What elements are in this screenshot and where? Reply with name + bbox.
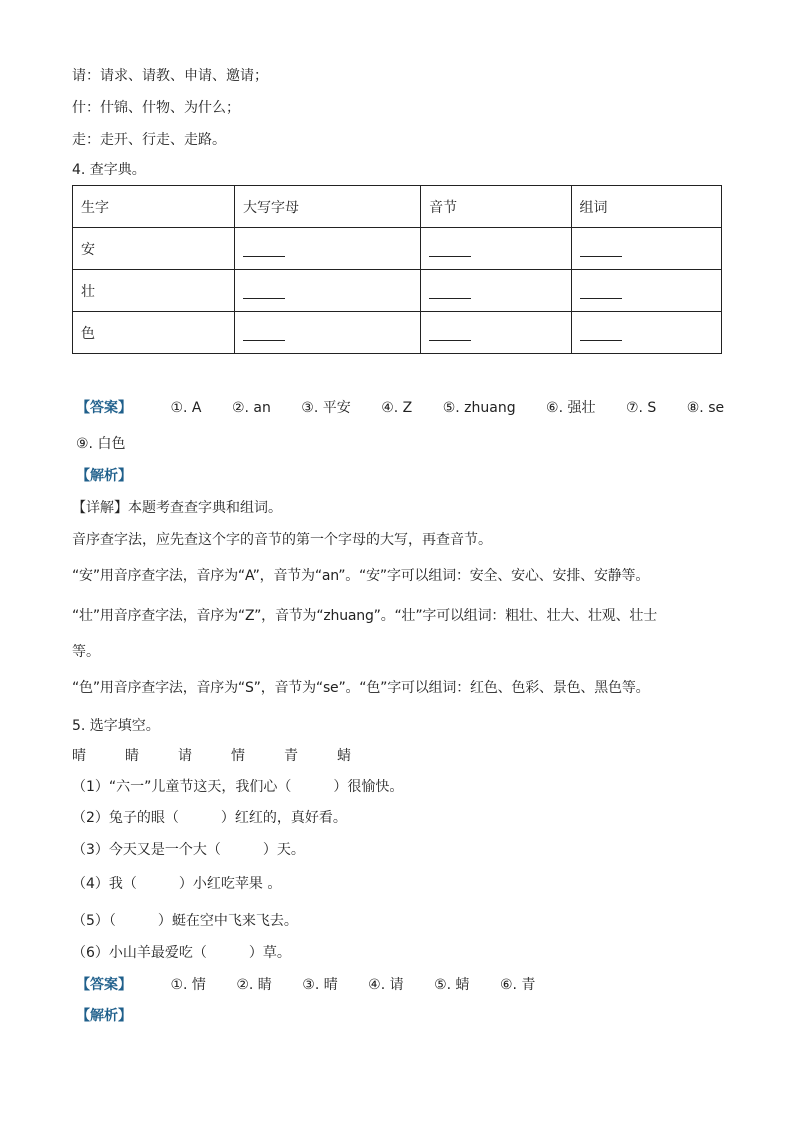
answer-blank [580,242,622,257]
answer-option: ④. Z [381,400,413,416]
intro-line-2: 什：什锦、什物、为什么； [72,100,240,116]
detail-paragraph-1: 音序查字法，应先查这个字的音节的第一个字母的大写，再查音节。 [72,532,492,548]
fill-item-5: （5）（ ）蜓在空中飞来飞去。 [72,913,298,929]
choice-row [72,746,390,766]
header-cell: 大写字母 [235,186,421,228]
choice-char: 青 [284,748,298,764]
detail-paragraph-4: “色”用音序查字法，音序为“S”，音节为“se”。“色”字可以组词：红色、色彩、景色、黑色等。 [72,680,650,696]
blank-cell [571,228,721,270]
char-cell: 安 [73,228,235,270]
analysis-label: 【解析】 [76,1008,132,1024]
char-cell: 色 [73,312,235,354]
header-cell: 生字 [73,186,235,228]
detail-paragraph-2: “安”用音序查字法，音序为“A”，音节为“an”。“安”字可以组词：安全、安心、安排、安静等。 [72,568,650,584]
answer-option: ④. 请 [368,977,404,993]
table-row [73,312,722,354]
answer-option: ⑦. S [625,400,657,416]
answer-option: ②. 睛 [236,977,272,993]
answer-blank [429,284,471,299]
choice-char: 睛 [125,748,139,764]
answer-blank [580,284,622,299]
header-cell: 组词 [571,186,721,228]
blank-cell [571,312,721,354]
fill-item-6: （6）小山羊最爱吃（ ）草。 [72,945,291,961]
question-4-title: 4. 查字典。 [72,162,146,178]
blank-cell [421,312,571,354]
fill-item-3: （3）今天又是一个大（ ）天。 [72,842,305,858]
intro-line-1: 请：请求、请教、申请、邀请； [72,68,268,84]
answer-blank [243,284,285,299]
blank-cell [235,312,421,354]
detail-paragraph-3: “壮”用音序查字法，音序为“Z”，音节为“zhuang”。“壮”字可以组词：粗壮、壮大、壮观、壮士 [72,608,657,624]
answer-option: ①. A [170,400,202,416]
answer-option: ②. an [231,400,271,416]
blank-cell [421,228,571,270]
answer-option: ⑤. 蜻 [434,977,470,993]
answer-blank [243,326,285,341]
answer-option: ⑧. se [686,400,725,416]
answer-label: 【答案】 [76,400,132,416]
answer-option: ③. 平安 [301,400,351,416]
fill-item-2: （2）兔子的眼（ ）红红的，真好看。 [72,810,347,826]
fill-item-1: （1）“六一”儿童节这天，我们心（ ）很愉快。 [72,779,404,795]
blank-cell [235,270,421,312]
blank-cell [235,228,421,270]
answers-row-q4 [76,398,724,418]
answer-option: ⑤. zhuang [442,400,516,416]
blank-cell [571,270,721,312]
answer-option: ①. 情 [170,977,206,993]
answer-option: ⑥. 青 [499,977,536,993]
answer-blank [580,326,622,341]
choice-char: 情 [231,748,245,764]
choice-char: 请 [178,748,192,764]
dictionary-table [72,185,722,354]
analysis-label: 【解析】 [76,468,132,484]
answer-option: ⑥. 强壮 [546,400,596,416]
answer-label: 【答案】 [76,977,132,993]
choice-char: 晴 [72,748,86,764]
question-5-title: 5. 选字填空。 [72,718,160,734]
blank-cell [421,270,571,312]
header-cell: 音节 [421,186,571,228]
choice-char: 蜻 [337,748,351,764]
answer-option: ⑨. 白色 [76,436,126,452]
table-row [73,228,722,270]
answers-row-q5 [76,975,535,995]
char-cell: 壮 [73,270,235,312]
answer-blank [243,242,285,257]
table-row [73,270,722,312]
answer-blank [429,242,471,257]
intro-line-3: 走：走开、行走、走路。 [72,132,226,148]
detail-head: 【详解】本题考查查字典和组词。 [72,500,282,516]
table-header-row [73,186,722,228]
answer-option: ③. 晴 [302,977,338,993]
fill-item-4: （4）我（ ）小红吃苹果 。 [72,876,282,892]
answer-blank [429,326,471,341]
detail-paragraph-3-cont: 等。 [72,644,100,660]
